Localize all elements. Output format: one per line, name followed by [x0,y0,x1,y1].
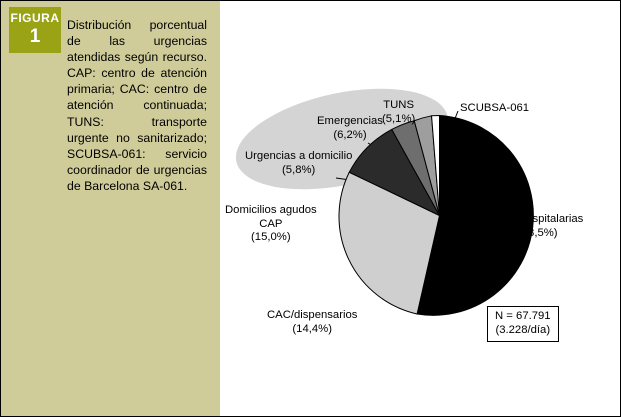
figure-badge-number: 1 [29,26,41,47]
caption-panel [1,1,220,416]
label-hospitalarias-value: (53,5%) [518,226,558,239]
label-tuns [382,99,415,126]
label-scubsa-061: SCUBSA-061 [460,102,530,114]
pie-chart [337,113,542,318]
label-tuns-name: TUNS [383,99,415,111]
label-domicilios-agudos-cap-name1: Domicilios agudos [225,204,317,216]
figure-caption: Distribución porcentual de las urgencias atendidas según recurso. CAP: centro de atención primaria; CAC: centro de atención continuada; TUNS: transporte urgente no sanitarizado; SCUBSA-061: servicio coordinador de urgencias de Barcelona SA-061. [67,18,207,193]
label-hospitalarias [518,213,583,240]
label-domicilios-agudos-cap [225,204,317,245]
label-domicilios-agudos-cap-name2: CAP [259,217,283,230]
total-count-line2: (3.228/día) [495,323,551,336]
label-emergencias [317,115,383,142]
label-emergencias-name: Emergencias [317,115,383,127]
label-urgencias-a-domicilio [245,150,352,177]
label-cac-dispensarios [267,309,357,336]
label-hospitalarias-name: Hospitalarias [518,213,584,225]
label-urgencias-a-domicilio-name: Urgencias a domicilio [245,150,353,162]
label-cac-dispensarios-name: CAC/dispensarios [267,309,358,321]
label-cac-dispensarios-value: (14,4%) [292,322,332,335]
chart-area [220,1,620,416]
figure-badge [9,7,61,53]
total-count-box [487,306,559,342]
label-tuns-value: (5,1%) [382,112,416,125]
total-count-line1: N = 67.791 [495,310,551,322]
figure-badge-word: FIGURA [10,11,60,25]
label-domicilios-agudos-cap-value: (15,0%) [251,231,291,243]
label-urgencias-a-domicilio-value: (5,8%) [282,163,316,176]
label-emergencias-value: (6,2%) [333,128,367,141]
